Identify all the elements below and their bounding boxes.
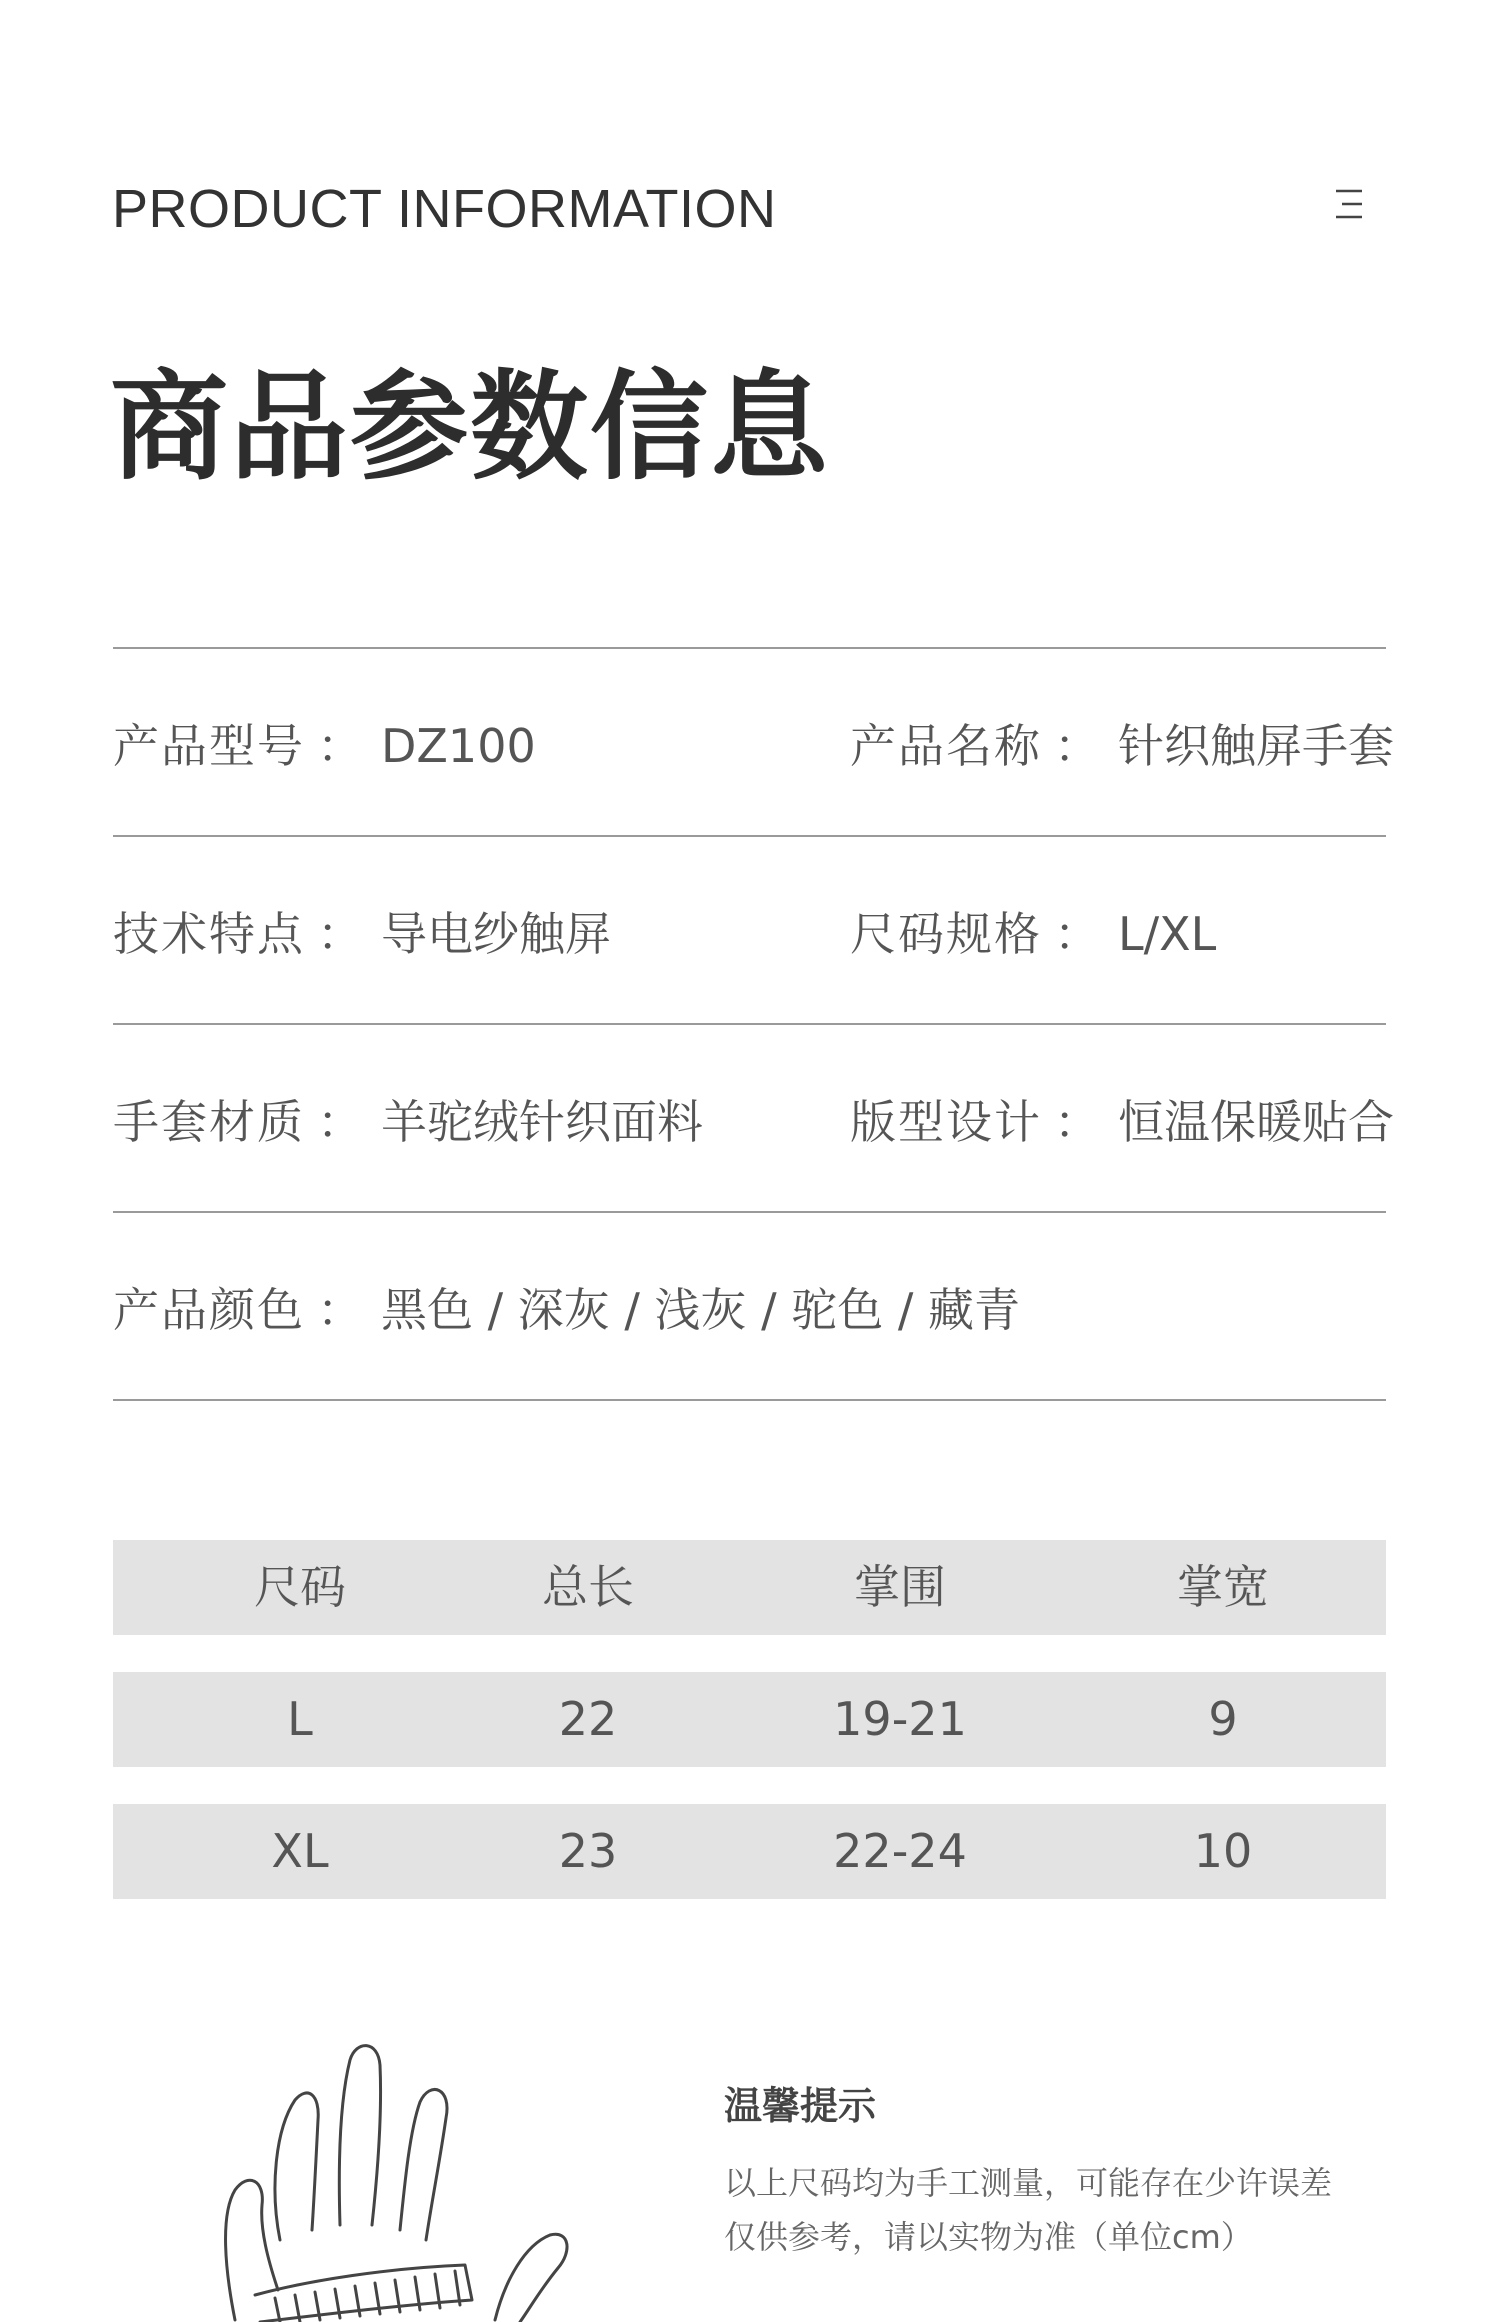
spec-name: [850, 719, 1394, 773]
spec-value: 羊驼绒针织面料: [381, 1095, 703, 1149]
spec-tech: [113, 907, 611, 961]
spec-label: 技术特点: [113, 907, 305, 961]
table-header-cell: 掌围: [854, 1560, 946, 1614]
spec-colon: ：: [317, 1095, 363, 1149]
table-row: [113, 1804, 1386, 1899]
spec-value: 黑色 / 深灰 / 浅灰 / 驼色 / 藏青: [381, 1283, 1020, 1337]
divider: [113, 835, 1386, 837]
table-row: [113, 1672, 1386, 1767]
table-header-cell: 总长: [542, 1560, 634, 1614]
spec-size: [850, 907, 1217, 961]
spec-label: 手套材质: [113, 1095, 305, 1149]
spec-value: DZ100: [381, 719, 536, 773]
table-header-cell: 尺码: [254, 1560, 346, 1614]
spec-label: 产品名称: [850, 719, 1042, 773]
spec-colon: ：: [317, 907, 363, 961]
page-title: 商品参数信息: [110, 358, 831, 496]
spec-value: 恒温保暖贴合: [1118, 1095, 1394, 1149]
spec-colon: ：: [317, 1283, 363, 1337]
spec-label: 版型设计: [850, 1095, 1042, 1149]
spec-colon: ：: [1054, 907, 1100, 961]
divider: [113, 1211, 1386, 1213]
table-cell: XL: [271, 1824, 329, 1878]
spec-model: [113, 719, 536, 773]
spec-colon: ：: [317, 719, 363, 773]
spec-colors: [113, 1283, 1020, 1337]
spec-label: 尺码规格: [850, 907, 1042, 961]
spec-value: 导电纱触屏: [381, 907, 611, 961]
section-title-en: PRODUCT INFORMATION: [112, 179, 777, 239]
tip-line: 仅供参考，请以实物为准（单位cm）: [724, 2218, 1253, 2256]
spec-label: 产品型号: [113, 719, 305, 773]
spec-material: [113, 1095, 703, 1149]
spec-value: L/XL: [1118, 907, 1217, 961]
spec-colon: ：: [1054, 1095, 1100, 1149]
divider: [113, 1023, 1386, 1025]
spec-colon: ：: [1054, 719, 1100, 773]
tip-title: 温馨提示: [724, 2084, 877, 2128]
table-cell: 10: [1193, 1824, 1253, 1878]
table-cell: 9: [1208, 1692, 1238, 1746]
menu-icon[interactable]: [1328, 185, 1368, 225]
spec-value: 针织触屏手套: [1118, 719, 1394, 773]
table-cell: 19-21: [833, 1692, 967, 1746]
table-header-cell: 掌宽: [1177, 1560, 1269, 1614]
table-cell: L: [287, 1692, 313, 1746]
table-cell: 22: [558, 1692, 618, 1746]
table-cell: 23: [558, 1824, 618, 1878]
divider: [113, 1399, 1386, 1401]
glove-outline-icon: [220, 2040, 580, 2322]
size-table-header: [113, 1540, 1386, 1635]
spec-design: [850, 1095, 1394, 1149]
tip-line: 以上尺码均为手工测量，可能存在少许误差: [724, 2164, 1333, 2202]
spec-label: 产品颜色: [113, 1283, 305, 1337]
table-cell: 22-24: [833, 1824, 967, 1878]
divider: [113, 647, 1386, 649]
